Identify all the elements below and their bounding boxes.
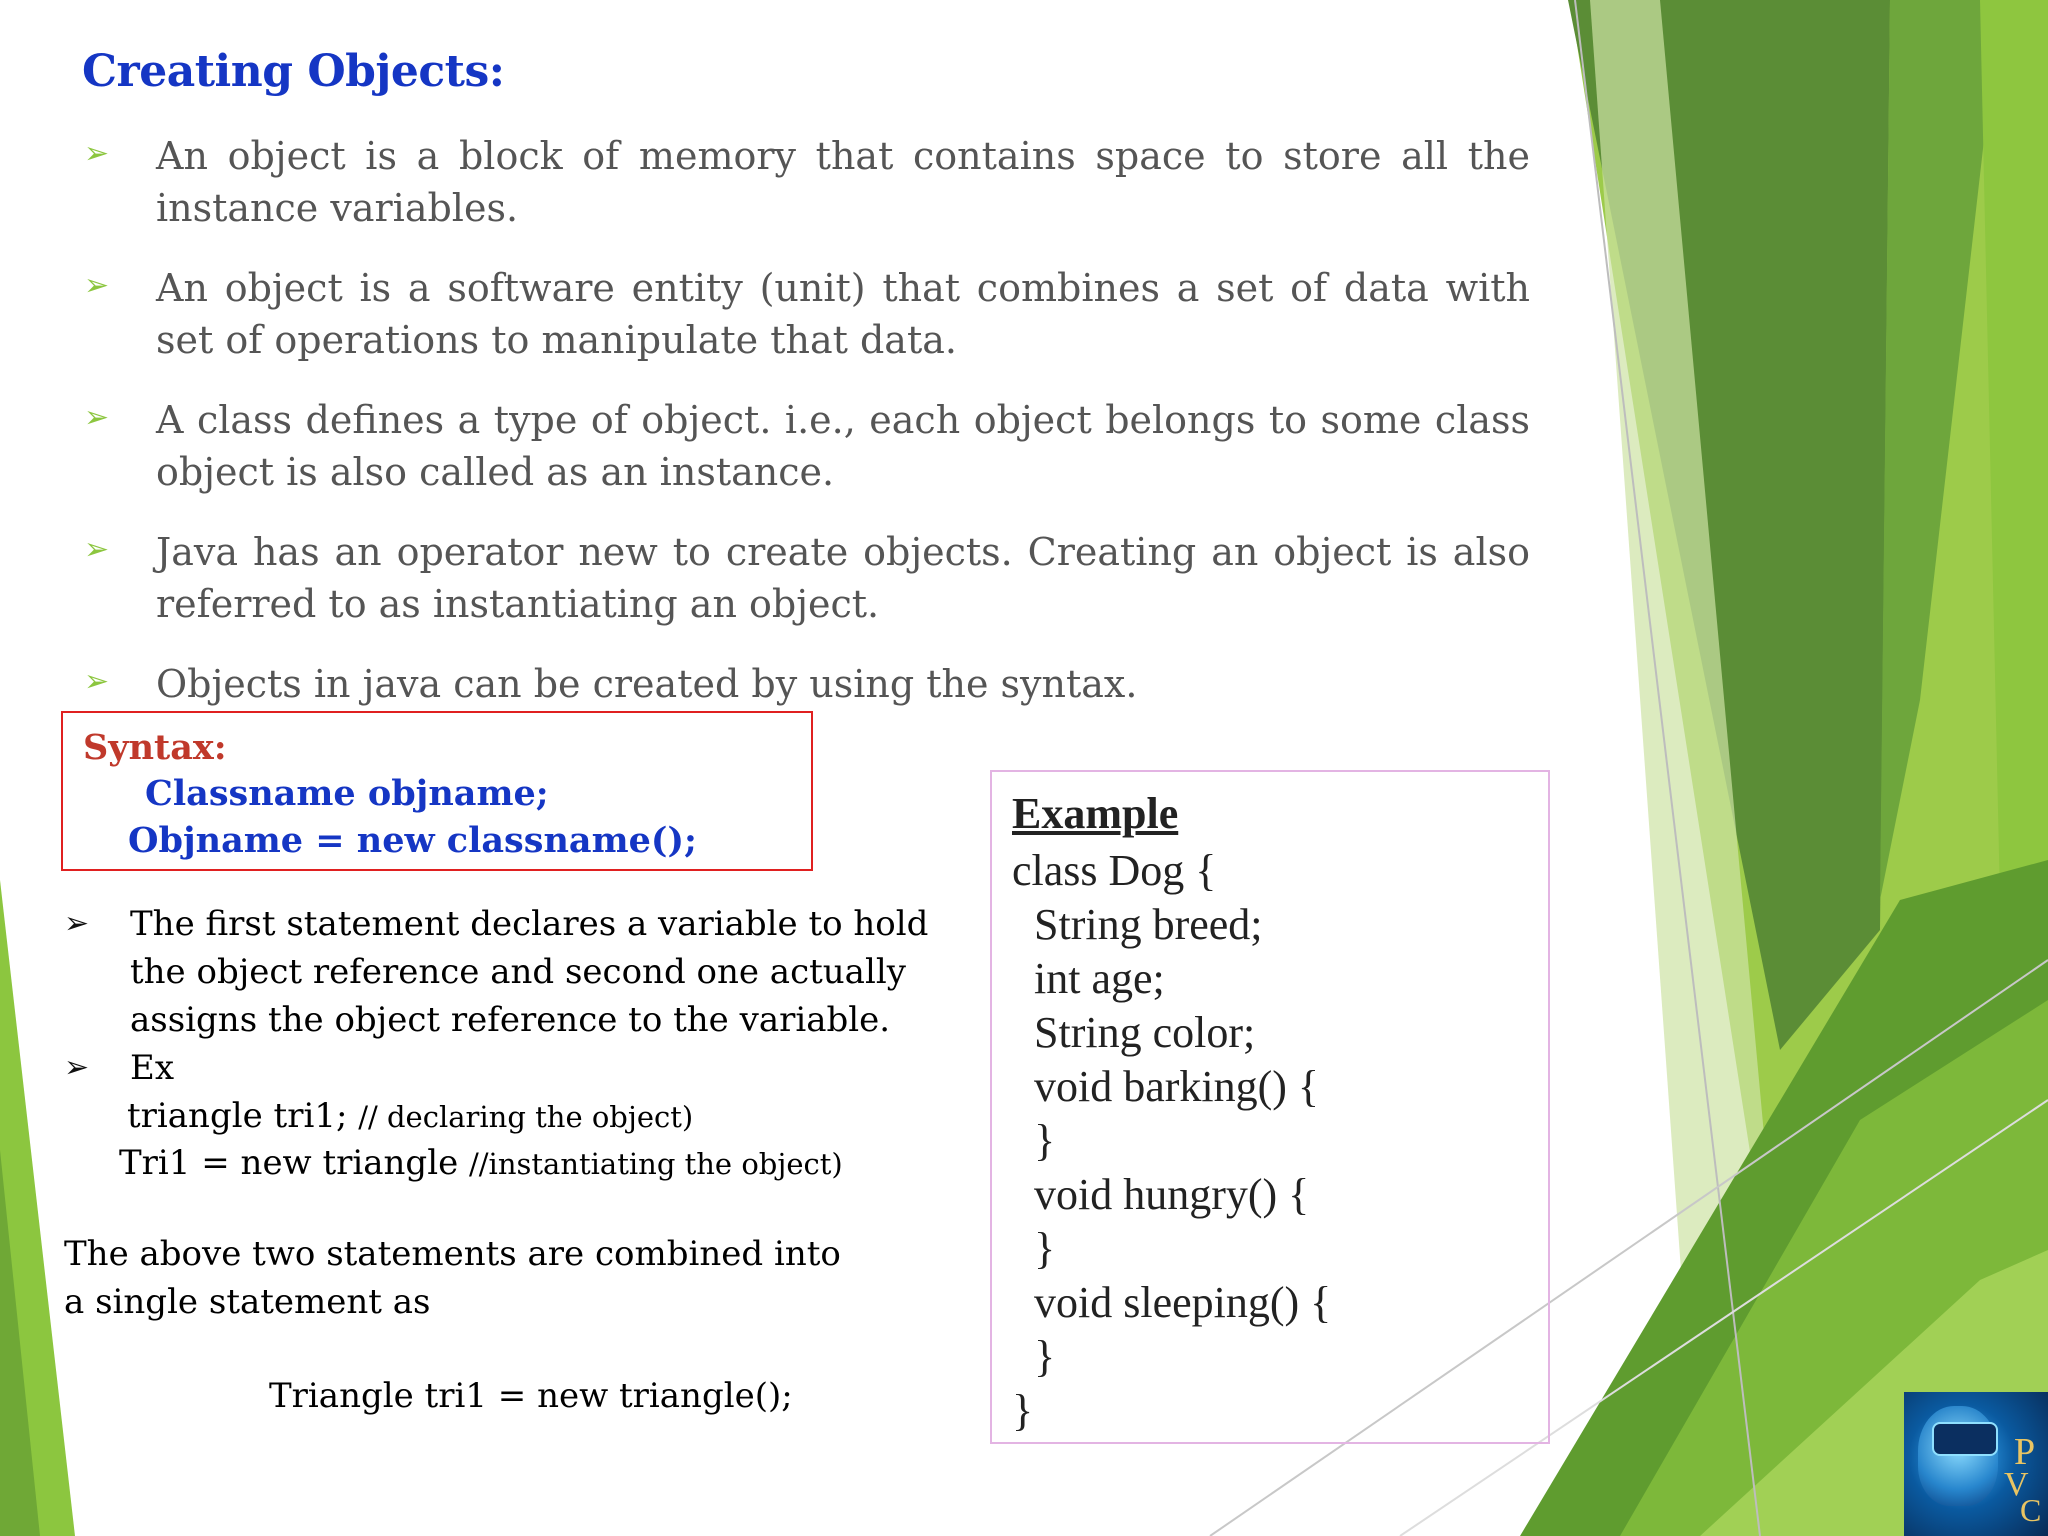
bullet-list bbox=[82, 130, 1530, 738]
ex-comment-instantiate: //instantiating the object) bbox=[469, 1147, 843, 1181]
bullet-text: An object is a software entity (unit) that combines a set of data with set of operations to manipulate that data. bbox=[156, 266, 1530, 362]
arrow-bullet-icon: ➢ bbox=[64, 906, 90, 941]
bullet-item bbox=[82, 394, 1530, 498]
note-ex-label: Ex bbox=[130, 1048, 174, 1088]
code-line: } bbox=[1012, 1224, 1056, 1273]
syntax-declaration: Classname objname; bbox=[145, 773, 549, 814]
logo-letter: P bbox=[2014, 1431, 2036, 1473]
code-line: } bbox=[1012, 1332, 1056, 1381]
bullet-item bbox=[82, 526, 1530, 630]
code-line: void barking() { bbox=[1012, 1062, 1320, 1111]
combined-statement-text: The above two statements are combined into a single statement as bbox=[64, 1234, 841, 1322]
ex-line-instantiate bbox=[119, 1139, 843, 1188]
arrow-bullet-icon: ➢ bbox=[84, 664, 110, 699]
arrow-bullet-icon: ➢ bbox=[84, 268, 110, 303]
bullet-text: An object is a block of memory that contains space to store all the instance variables. bbox=[156, 134, 1530, 230]
code-line: class Dog { bbox=[1012, 846, 1217, 895]
syntax-instantiation: Objname = new classname(); bbox=[128, 820, 697, 861]
arrow-bullet-icon: ➢ bbox=[84, 532, 110, 567]
vr-head-icon bbox=[1918, 1406, 1998, 1506]
code-line: String breed; bbox=[1012, 900, 1263, 949]
bullet-item bbox=[82, 130, 1530, 234]
ex-comment-declare: // declaring the object) bbox=[358, 1100, 694, 1134]
logo-letter: V bbox=[2004, 1466, 2029, 1503]
arrow-bullet-icon: ➢ bbox=[84, 400, 110, 435]
bullet-item bbox=[82, 658, 1530, 710]
code-line: } bbox=[1012, 1116, 1056, 1165]
syntax-label: Syntax: bbox=[83, 727, 227, 768]
ex-code-instantiate: Tri1 = new triangle bbox=[119, 1143, 459, 1183]
arrow-bullet-icon: ➢ bbox=[84, 136, 110, 171]
vr-visor-icon bbox=[1932, 1422, 1998, 1456]
arrow-bullet-icon: ➢ bbox=[64, 1050, 90, 1085]
bullet-item bbox=[82, 262, 1530, 366]
syntax-box bbox=[61, 711, 813, 871]
pvc-logo bbox=[1904, 1392, 2048, 1536]
code-line: void sleeping() { bbox=[1012, 1278, 1332, 1327]
bullet-text: A class defines a type of object. i.e., each object belongs to some class object is also called as an instance. bbox=[156, 398, 1530, 494]
code-line: String color; bbox=[1012, 1008, 1256, 1057]
bullet-text: Java has an operator new to create objects. Creating an object is also referred to as instantiating an object. bbox=[156, 530, 1530, 626]
combined-code: Triangle tri1 = new triangle(); bbox=[269, 1376, 793, 1416]
example-title: Example bbox=[1012, 789, 1179, 838]
bullet-text: Objects in java can be created by using the syntax. bbox=[156, 662, 1138, 706]
ex-code-declare: triangle tri1; bbox=[127, 1096, 348, 1136]
code-line: } bbox=[1012, 1386, 1034, 1435]
note-text: The first statement declares a variable to hold the object reference and second one actually assigns the object reference to the variable. bbox=[130, 904, 929, 1040]
logo-letter: C bbox=[2020, 1492, 2042, 1528]
slide-title: Creating Objects: bbox=[82, 46, 505, 97]
code-line: void hungry() { bbox=[1012, 1170, 1310, 1219]
ex-line-declare bbox=[127, 1092, 693, 1141]
code-line: int age; bbox=[1012, 954, 1165, 1003]
example-box bbox=[990, 770, 1550, 1444]
